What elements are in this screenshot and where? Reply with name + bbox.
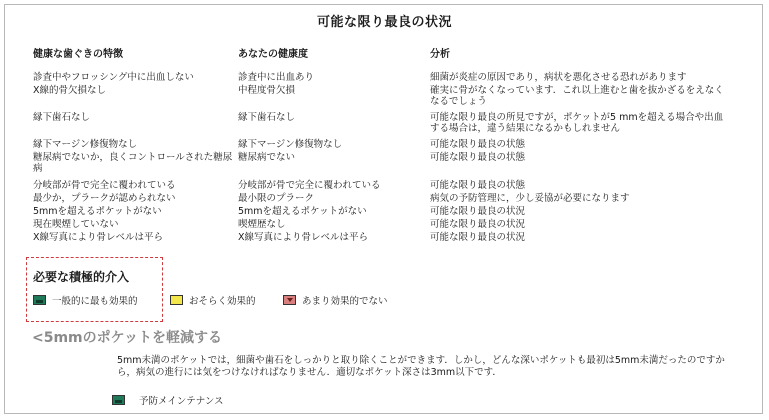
row-7-analysis: 病気の予防管理に，少し妥協が必要になります (430, 193, 630, 204)
legend-most-effective-label: 一般的に最も効果的 (52, 296, 138, 307)
green-square-icon (33, 295, 46, 305)
header-healthy: 健康な歯ぐきの特徴 (33, 49, 123, 60)
row-4-healthy: 縁下マージン修復物なし (33, 139, 138, 150)
row-2-analysis: 確実に骨がなくなっています．これ以上進むと歯を抜かざるをえなくなるでしょう (430, 85, 724, 107)
legend-probably-effective-label: おそらく効果的 (189, 296, 256, 307)
legend-less-effective (283, 293, 388, 307)
legend-most-effective (33, 293, 138, 307)
legend-probably-effective (170, 293, 256, 307)
intervention-title: 必要な積極的介入 (33, 270, 130, 284)
yellow-square-icon (170, 295, 183, 305)
row-5-healthy: 糖尿病でないか，良くコントロールされた糖尿病 (33, 152, 233, 174)
row-7-healthy: 最少か，プラークが認められない (33, 193, 176, 204)
row-1-yours: 診査中に出血あり (238, 72, 315, 83)
row-6-healthy: 分岐部が骨で完全に覆われている (33, 180, 176, 191)
row-9-analysis: 可能な限り最良の状況 (430, 219, 526, 230)
row-1-analysis: 細菌が炎症の原因であり，病状を悪化させる恐れがあります (430, 72, 687, 83)
row-3-yours: 縁下歯石なし (238, 112, 296, 123)
row-4-yours: 縁下マージン修復物なし (238, 139, 343, 150)
maintenance-item-label: 予防メインテナンス (139, 396, 224, 407)
row-8-analysis: 可能な限り最良の状況 (430, 206, 526, 217)
header-yours: あなたの健康度 (238, 49, 308, 60)
page-title: 可能な限り最良の状況 (316, 15, 452, 30)
row-3-healthy: 縁下歯石なし (33, 112, 91, 123)
green-square-icon (112, 395, 125, 405)
header-analysis: 分析 (430, 49, 450, 60)
row-5-yours: 糖尿病でない (238, 152, 296, 163)
row-10-yours: X線写真により骨レベルは平ら (238, 232, 369, 243)
red-square-icon (283, 295, 296, 305)
row-4-analysis: 可能な限り最良の状態 (430, 139, 526, 150)
row-2-yours: 中程度骨欠損 (238, 85, 296, 96)
row-1-healthy: 診査中やフロッシング中に出血しない (33, 72, 194, 83)
row-8-yours: 5mmを超えるポケットがない (238, 206, 367, 217)
row-9-healthy: 現在喫煙していない (33, 219, 119, 230)
row-2-healthy: X線的骨欠損なし (33, 85, 107, 96)
row-7-yours: 最小限のプラーク (238, 193, 315, 204)
row-9-yours: 喫煙歴なし (238, 219, 286, 230)
row-10-healthy: X線写真により骨レベルは平ら (33, 232, 164, 243)
section-paragraph: 5mm未満のポケットでは，細菌や歯石をしっかりと取り除くことができます．しかし，どんな深いポケットも最初は5mm未満だったのですから，病気の進行には気をつけなければなりません．適切なポケット深さは3mm以下です． (117, 355, 725, 378)
row-6-yours: 分岐部が骨で完全に覆われている (238, 180, 381, 191)
intervention-highlight-box (26, 257, 163, 322)
row-10-analysis: 可能な限り最良の状況 (430, 232, 526, 243)
maintenance-item (112, 393, 224, 407)
row-3-analysis: 可能な限り最良の所見ですが，ポケットが5 mmを超える場合や出血する場合は，違う結果になるかもしれません (430, 112, 724, 134)
row-8-healthy: 5mmを超えるポケットがない (33, 206, 162, 217)
legend-less-effective-label: あまり効果的でない (302, 296, 388, 307)
row-5-analysis: 可能な限り最良の状態 (430, 152, 526, 163)
row-6-analysis: 可能な限り最良の状態 (430, 180, 526, 191)
section-title: <5mmのポケットを軽減する (32, 330, 222, 346)
